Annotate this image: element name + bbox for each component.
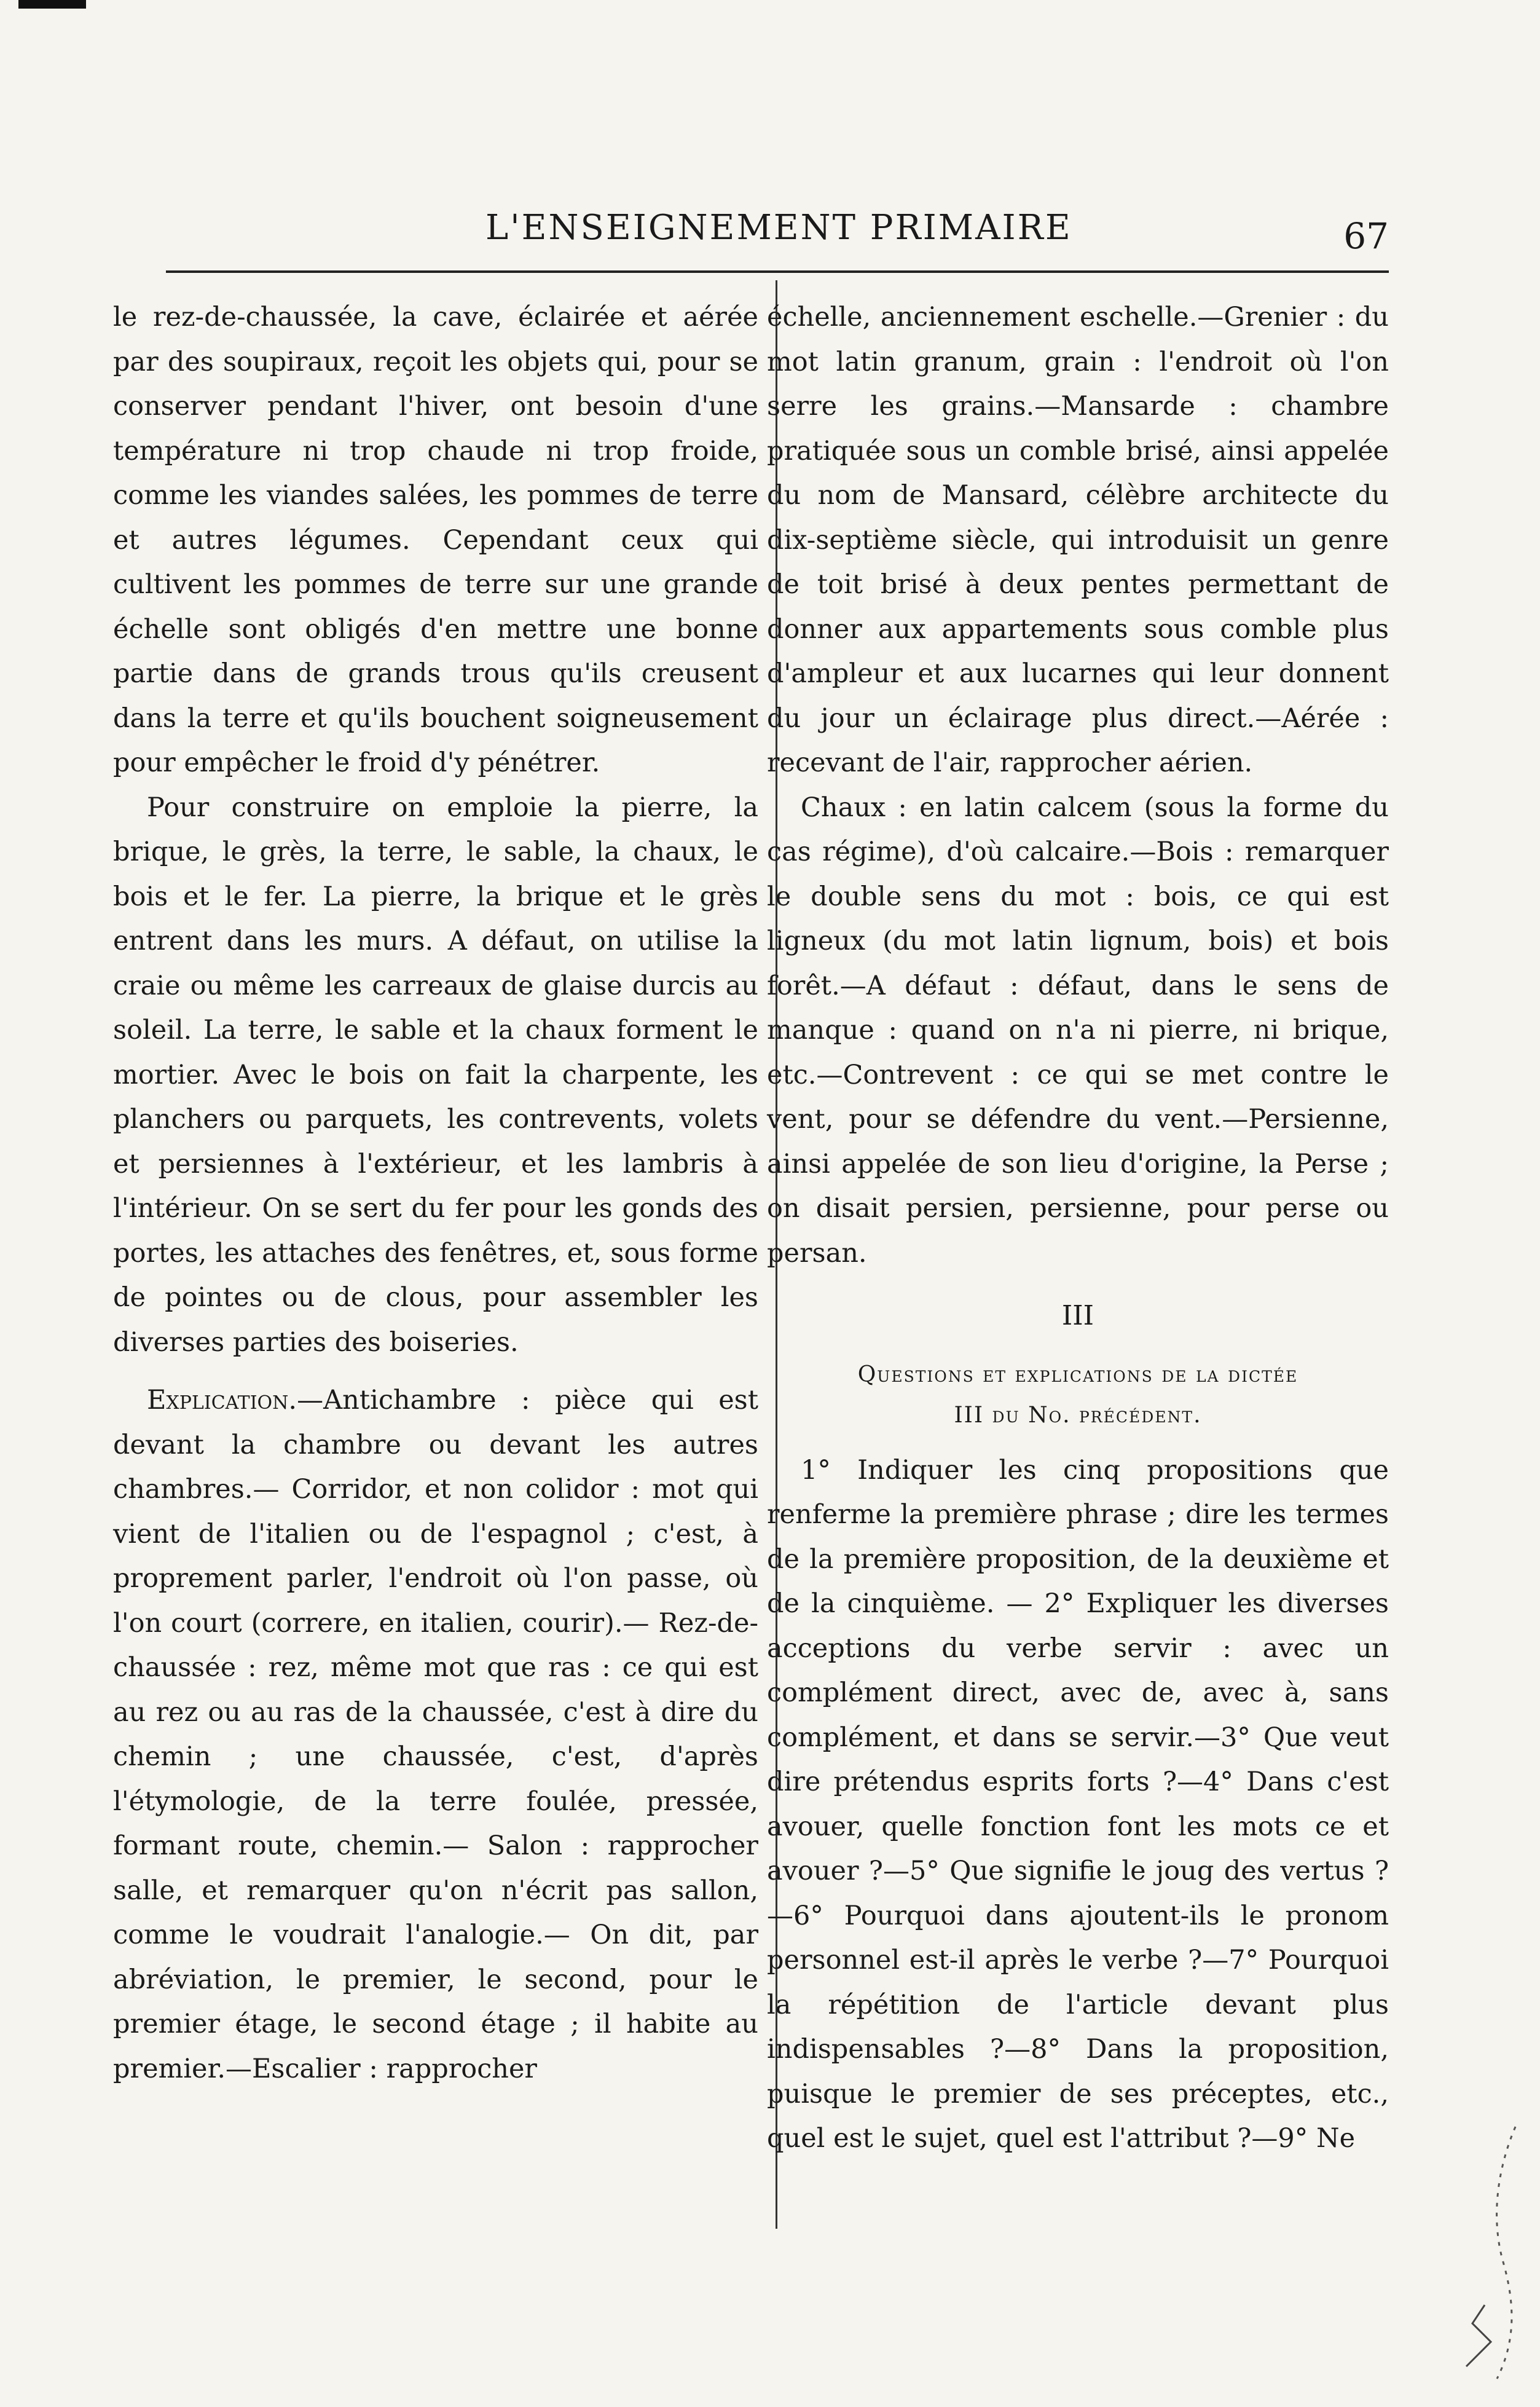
- right-paragraph-1: échelle, anciennement eschelle.—Grenier : du mot latin granum, grain : l'endroit où l'on serre les grains.—Mansarde : chambre pratiquée sous un comble brisé, ainsi appelée du nom de Mansard, célèbre architecte du dix-septième siècle, qui introduisit un genre de toit brisé à deux pentes permettant de donner aux appartements sous comble plus d'ampleur et aux lucarnes qui leur donnent du jour un éclairage plus direct.—Aérée : recevant de l'air, rapprocher aérien.: [767, 302, 1389, 778]
- left-paragraph-1: le rez-de-chaussée, la cave, éclairée et aérée par des soupiraux, reçoit les objets qui, pour se conserver pendant l'hiver, ont besoin d'une température ni trop chaude ni trop froide, comme les viandes salées, les pommes de terre et autres légumes. Cependant ceux qui cultivent les pommes de terre sur une grande échelle sont obligés d'en mettre une bonne partie dans de grands trous qu'ils creusent dans la terre et qu'ils bouchent soigneusement pour empêcher le froid d'y pénétrer.: [113, 302, 758, 778]
- margin-pencil-marks: [1423, 2121, 1534, 2385]
- left-column: [113, 295, 758, 2091]
- explication-paragraph: [113, 1378, 758, 2091]
- right-paragraph-2: Chaux : en latin calcem (sous la forme du cas régime), d'où calcaire.—Bois : remarquer le double sens du mot : bois, ce qui est ligneux (du mot latin lignum, bois) et bois forêt.—A défaut : défaut, dans le sens de manque : quand on n'a ni pierre, ni brique, etc.—Contrevent : ce qui se met contre le vent, pour se défendre du vent.—Persienne, ainsi appelée de son lieu d'origine, la Perse ; on disait persien, persienne, pour perse ou persan.: [767, 792, 1389, 1269]
- running-title: L'ENSEIGNEMENT PRIMAIRE: [485, 208, 1072, 248]
- questions-paragraph: 1° Indiquer les cinq propositions que renferme la première phrase ; dire les termes de la première proposition, de la deuxième et de la cinquième. — 2° Expliquer les diverses acceptions du verbe servir : avec un complément direct, avec de, avec à, sans complément, et dans se servir.—3° Que veut dire prétendus esprits forts ?—4° Dans c'est avouer, quelle fonction font les mots ce et avouer ?—5° Que signifie le joug des vertus ?—6° Pourquoi dans ajoutent-ils le pronom personnel est-il après le verbe ?—7° Pourquoi la répétition de l'article devant plus indispensables ?—8° Dans la proposition, puisque le premier de ses préceptes, etc., quel est le sujet, quel est l'attribut ?—9° Ne: [767, 1454, 1389, 2154]
- section-heading-line-2: III du No. précédent.: [954, 1402, 1202, 1428]
- right-column: [767, 295, 1389, 2161]
- page-header: [166, 208, 1389, 275]
- header-rule: [166, 270, 1389, 273]
- section-heading: [767, 1355, 1389, 1436]
- section-number: III: [1061, 1300, 1094, 1331]
- left-paragraph-2: Pour construire on emploie la pierre, la brique, le grès, la terre, le sable, la chaux, le bois et le fer. La pierre, la brique et le grès entrent dans les murs. A défaut, on utilise la craie ou même les carreaux de glaise durcis au soleil. La terre, le sable et la chaux forment le mortier. Avec le bois on fait la charpente, les planchers ou parquets, les contrevents, volets et persiennes à l'extérieur, et les lambris à l'intérieur. On se sert du fer pour les gonds des portes, les attaches des fenêtres, et, sous forme de pointes ou de clous, pour assembler les diverses parties des boiseries.: [113, 792, 758, 1358]
- explication-label: Explication.: [147, 1385, 297, 1416]
- paragraph-spacer: [113, 1365, 758, 1378]
- corner-ink-mark: [18, 0, 86, 9]
- section-heading-line-1: Questions et explications de la dictée: [857, 1361, 1298, 1387]
- explication-text: —Antichambre : pièce qui est devant la chambre ou devant les autres chambres.— Corridor, et non colidor : mot qui vient de l'italien ou de l'espagnol ; c'est, à proprement parler, l'endroit où l'on passe, où l'on court (correre, en italien, courir).— Rez-de-chaussée : rez, même mot que ras : ce qui est au rez ou au ras de la chaussée, c'est à dire du chemin ; une chaussée, c'est, d'après l'étymologie, de la terre foulée, pressée, formant route, chemin.— Salon : rapprocher salle, et remarquer qu'on n'écrit pas sallon, comme le voudrait l'analogie.— On dit, par abréviation, le premier, le second, pour le premier étage, le second étage ; il habite au premier.—Escalier : rapprocher: [113, 1385, 758, 2084]
- page-number: 67: [1343, 215, 1389, 257]
